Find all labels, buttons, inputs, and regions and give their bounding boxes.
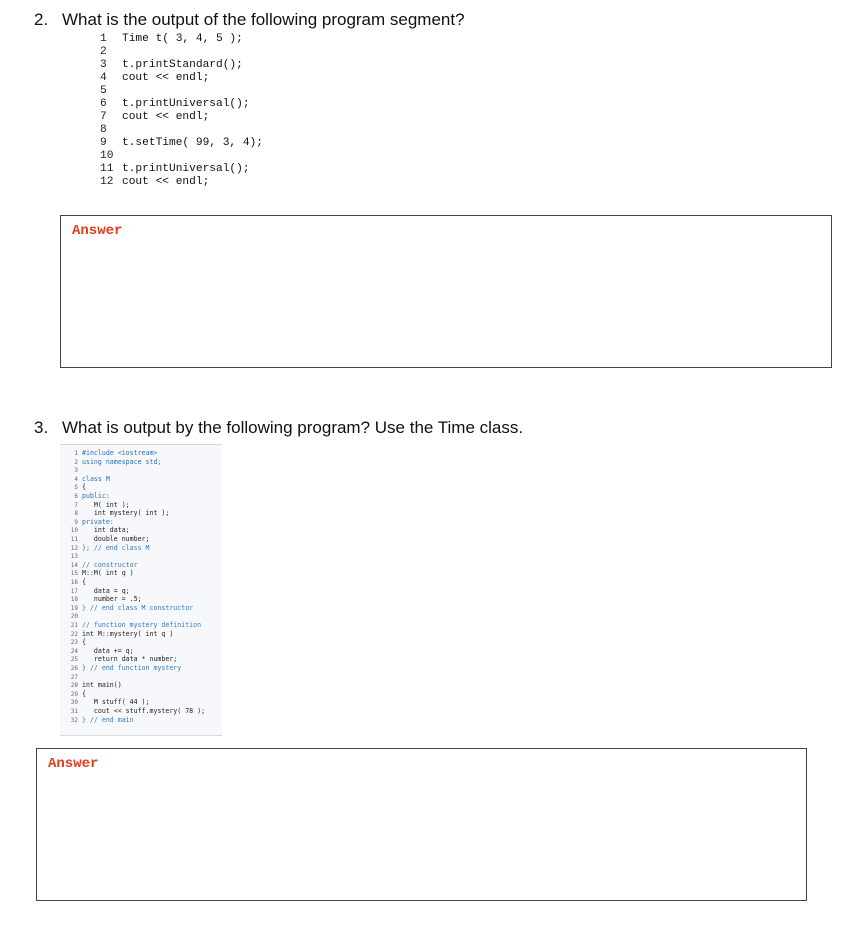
line-number: 17 — [70, 587, 78, 595]
code-line — [60, 492, 110, 501]
question-2-text: What is the output of the following program segment? — [62, 10, 465, 29]
code-line — [60, 466, 82, 475]
code-line — [60, 561, 138, 570]
code-line — [100, 111, 263, 124]
question-3-answer-box[interactable] — [36, 748, 807, 901]
code-text: public: — [82, 492, 110, 500]
code-line — [100, 137, 263, 150]
code-line — [60, 707, 205, 716]
code-line — [60, 604, 193, 613]
line-number: 9 — [100, 137, 107, 149]
line-number: 23 — [70, 639, 78, 647]
line-number: 10 — [100, 150, 114, 162]
line-number: 10 — [70, 527, 78, 535]
code-text: private: — [82, 517, 114, 526]
code-text: M( int ); — [82, 500, 130, 509]
code-line — [60, 638, 86, 647]
line-number: 2 — [74, 458, 78, 466]
code-text: M stuff( 44 ); — [82, 698, 150, 707]
code-line — [60, 526, 130, 535]
code-line — [60, 509, 169, 518]
code-line — [60, 449, 157, 458]
question-2-code-block — [100, 33, 263, 189]
code-line — [100, 72, 263, 85]
code-line — [100, 33, 263, 46]
line-number: 8 — [74, 510, 78, 518]
code-text: cout << endl; — [122, 72, 210, 84]
code-text: t.printUniversal(); — [122, 98, 250, 110]
code-line — [60, 630, 173, 639]
code-text: } // end function mystery — [82, 664, 182, 672]
line-number: 16 — [70, 579, 78, 586]
code-line — [60, 673, 82, 682]
line-number: 13 — [70, 553, 78, 561]
code-line — [60, 483, 86, 492]
line-number: 3 — [74, 467, 78, 475]
code-text: t.printStandard(); — [122, 59, 243, 71]
line-number: 1 — [100, 33, 107, 45]
code-line — [60, 569, 134, 578]
line-number: 26 — [70, 665, 78, 672]
line-number: 7 — [100, 111, 107, 123]
code-text: using namespace std; — [82, 457, 162, 466]
line-number: 6 — [74, 493, 78, 500]
line-number: 31 — [70, 708, 78, 715]
code-text: M::M( int q ) — [82, 569, 134, 578]
line-number: 22 — [70, 630, 78, 638]
code-text: Time t( 3, 4, 5 ); — [122, 33, 243, 45]
line-number: 1 — [74, 450, 78, 457]
line-number: 12 — [100, 176, 114, 188]
line-number: 32 — [70, 716, 78, 724]
line-number: 12 — [70, 544, 78, 552]
question-3-text: What is output by the following program? Use the Time class. — [62, 418, 524, 437]
question-2-answer-box[interactable] — [60, 215, 832, 368]
line-number: 21 — [70, 622, 78, 629]
line-number: 19 — [70, 604, 78, 612]
code-line — [100, 124, 263, 137]
line-number: 15 — [70, 570, 78, 578]
question-2-number: 2. — [34, 10, 49, 29]
code-text: double number; — [82, 535, 150, 543]
line-number: 27 — [70, 673, 78, 681]
code-text: class M — [82, 474, 110, 483]
line-number: 25 — [70, 656, 78, 664]
code-line — [60, 587, 130, 596]
code-text: { — [82, 578, 86, 586]
line-number: 6 — [100, 98, 107, 110]
code-text: #include <iostream> — [82, 449, 158, 457]
line-number: 9 — [74, 518, 78, 526]
code-line — [60, 535, 150, 544]
code-line — [60, 647, 134, 656]
question-2-title — [34, 10, 465, 30]
code-text: // constructor — [82, 560, 138, 569]
code-text: int data; — [82, 526, 130, 535]
code-text: { — [82, 689, 86, 698]
line-number: 14 — [70, 561, 78, 569]
line-number: 28 — [70, 682, 78, 690]
question-3-code-block — [60, 444, 222, 736]
line-number: 2 — [100, 46, 107, 58]
code-text: int main() — [82, 681, 122, 690]
code-text: t.setTime( 99, 3, 4); — [122, 137, 263, 149]
code-line — [100, 163, 263, 176]
question-3-answer-label: Answer — [48, 756, 99, 772]
code-text: int M::mystery( int q ) — [82, 629, 174, 638]
code-line — [60, 595, 142, 604]
line-number: 11 — [100, 163, 114, 175]
code-text: data += q; — [82, 646, 134, 655]
code-text: }; // end class M — [82, 543, 150, 552]
code-line — [60, 475, 110, 484]
code-line — [60, 664, 181, 673]
code-text: // function mystery definition — [82, 621, 202, 629]
line-number: 29 — [70, 690, 78, 698]
code-line — [100, 176, 263, 189]
line-number: 30 — [70, 699, 78, 707]
line-number: 20 — [70, 613, 78, 621]
code-text: t.printUniversal(); — [122, 163, 250, 175]
line-number: 5 — [74, 484, 78, 492]
code-text: { — [82, 483, 86, 492]
code-line — [60, 544, 150, 553]
code-line — [60, 578, 86, 587]
code-line — [60, 655, 177, 664]
code-line — [60, 681, 122, 690]
question-2-answer-label: Answer — [72, 223, 123, 239]
code-line — [100, 98, 263, 111]
line-number: 4 — [100, 72, 107, 84]
code-line — [60, 552, 82, 561]
code-line — [60, 501, 130, 510]
code-line — [60, 716, 134, 725]
code-line — [100, 46, 263, 59]
code-text: data = q; — [82, 586, 130, 595]
code-line — [60, 621, 201, 630]
code-text: } // end class M constructor — [82, 603, 194, 612]
line-number: 8 — [100, 124, 107, 136]
code-line — [100, 59, 263, 72]
code-text: { — [82, 638, 86, 647]
code-line — [100, 150, 263, 163]
code-line — [60, 690, 86, 699]
code-text: cout << endl; — [122, 111, 210, 123]
question-3-number: 3. — [34, 418, 49, 437]
code-text: number = .5; — [82, 595, 142, 604]
code-text: return data * number; — [82, 655, 178, 664]
line-number: 18 — [70, 596, 78, 604]
code-line — [60, 698, 150, 707]
code-text: int mystery( int ); — [82, 509, 170, 518]
code-text: cout << endl; — [122, 176, 210, 188]
line-number: 5 — [100, 85, 107, 97]
line-number: 24 — [70, 647, 78, 655]
code-line — [60, 612, 82, 621]
question-3-title — [34, 418, 523, 438]
line-number: 3 — [100, 59, 107, 71]
line-number: 11 — [70, 536, 78, 543]
code-line — [60, 458, 161, 467]
line-number: 7 — [74, 501, 78, 509]
line-number: 4 — [74, 475, 78, 483]
code-line — [60, 518, 114, 527]
code-line — [100, 85, 263, 98]
code-text: cout << stuff.mystery( 78 ); — [82, 707, 206, 715]
code-text: } // end main — [82, 715, 134, 724]
